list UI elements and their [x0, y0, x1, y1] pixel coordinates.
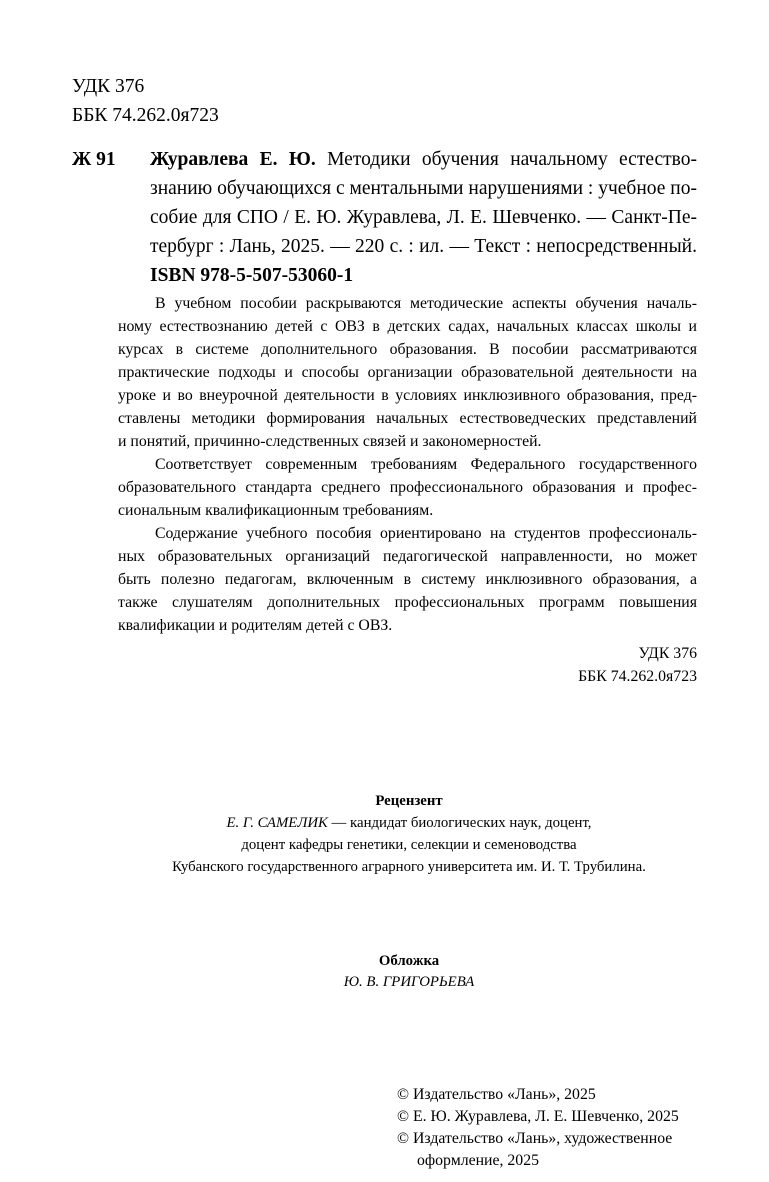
annotation-line: курсах в системе дополнительного образования. В пособии рассматриваются	[118, 341, 697, 358]
annotation-line: Соответствует современным требованиям Федерального государственного	[155, 456, 697, 473]
annotation-line: Содержание учебного пособия ориентировано на студентов профессиональ-	[155, 525, 697, 542]
annotation-line: образовательного стандарта среднего профессионального образования и профес-	[118, 479, 697, 496]
annotation-line: В учебном пособии раскрываются методические аспекты обучения началь-	[155, 295, 697, 312]
reviewer-credentials: — кандидат биологических наук, доцент,	[327, 815, 592, 831]
copyright-line: © Е. Ю. Журавлева, Л. Е. Шевченко, 2025	[397, 1108, 679, 1125]
entry-line-2: знанию обучающихся с ментальными нарушениями : учебное по-	[150, 178, 697, 199]
copyright-line: оформление, 2025	[417, 1152, 539, 1169]
entry-line-4: тербург : Лань, 2025. — 220 с. : ил. — Текст : непосредственный.	[150, 236, 697, 257]
entry-title-start: Методики обучения начальному естество-	[327, 149, 697, 170]
reviewer-line-3: Кубанского государственного аграрного университета им. И. Т. Трубилина.	[172, 859, 646, 875]
annotation-line: также слушателям дополнительных профессиональных программ повышения	[118, 594, 697, 611]
copyright-line: © Издательство «Лань», 2025	[397, 1086, 596, 1103]
annotation-line: и понятий, причинно-следственных связей и закономерностей.	[118, 433, 542, 450]
annotation-line: квалификации и родителям детей с ОВЗ.	[118, 617, 393, 634]
reviewer-heading: Рецензент	[375, 793, 443, 809]
cover-designer: Ю. В. ГРИГОРЬЕВА	[343, 974, 475, 990]
annotation-line: практические подходы и способы организации образовательной деятельности на	[118, 364, 697, 381]
udk-code: УДК 376	[638, 645, 697, 662]
annotation-line: уроке и во внеурочной деятельности в условиях инклюзивного образования, пред-	[118, 387, 697, 404]
annotation-line: ставлены методики формирования начальных естествоведческих представлений	[118, 410, 697, 427]
bbk-code: ББК 74.262.0я723	[72, 105, 219, 126]
author-mark: Ж 91	[72, 149, 116, 170]
reviewer-name: Е. Г. САМЕЛИК	[226, 815, 328, 831]
entry-author: Журавлева Е. Ю.	[150, 149, 316, 170]
entry-line-3: собие для СПО / Е. Ю. Журавлева, Л. Е. Шевченко. — Санкт-Пе-	[150, 207, 697, 228]
copyright-line: © Издательство «Лань», художественное	[397, 1130, 673, 1147]
annotation-line: сиональным квалификационным требованиям.	[118, 502, 434, 519]
annotation-line: ных образовательных организаций педагогической направленности, но может	[118, 548, 697, 565]
annotation-line: быть полезно педагогам, включенным в систему инклюзивного образования, а	[118, 571, 697, 588]
bbk-code: ББК 74.262.0я723	[578, 668, 697, 685]
reviewer-line-2: доцент кафедры генетики, селекции и семеноводства	[241, 837, 577, 853]
udk-code: УДК 376	[72, 76, 145, 97]
cover-heading: Обложка	[378, 953, 440, 969]
annotation-line: ному естествознанию детей с ОВЗ в детских садах, начальных классах школы и	[118, 318, 697, 335]
reviewer-line-1	[0, 816, 769, 831]
isbn: ISBN 978-5-507-53060-1	[150, 265, 354, 286]
entry-line-1	[150, 150, 697, 170]
